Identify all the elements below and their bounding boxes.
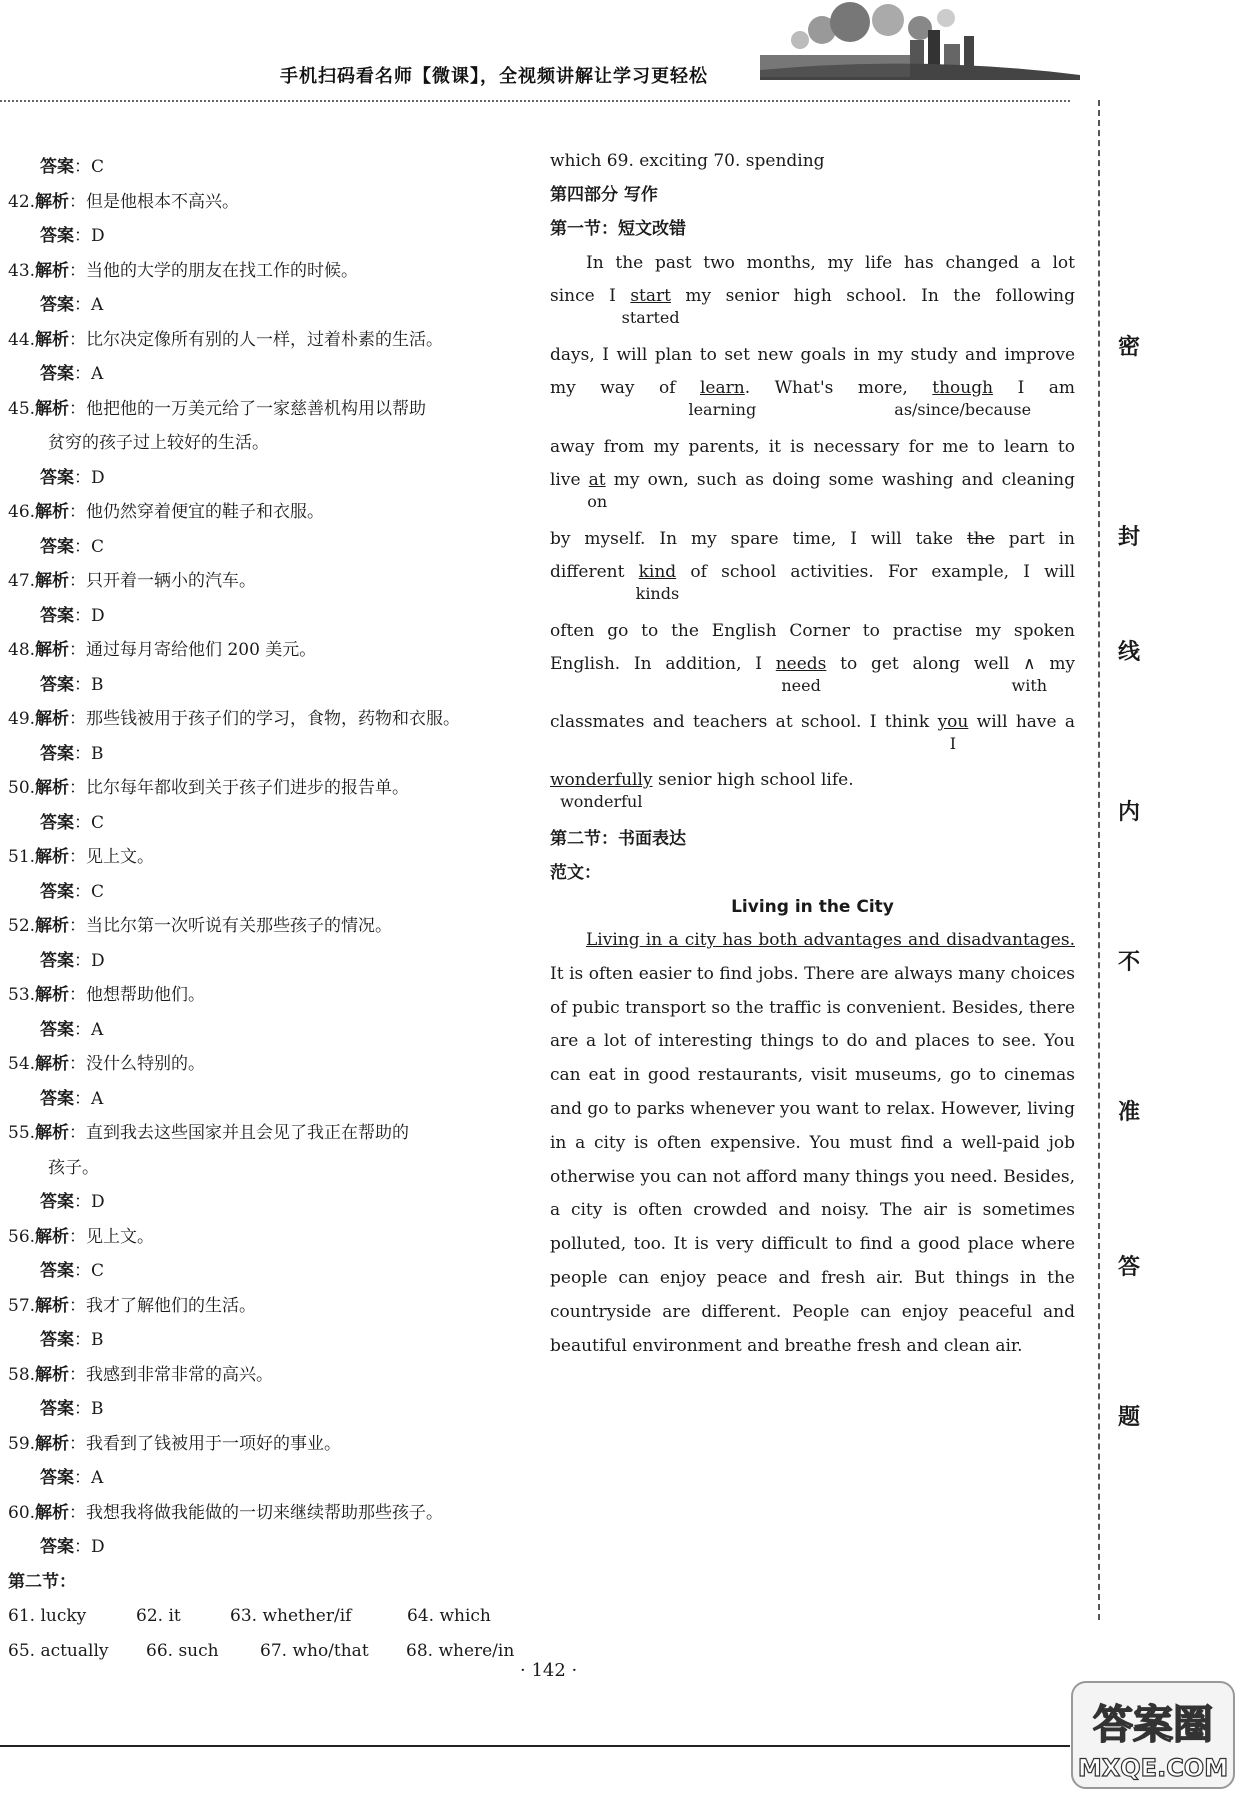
explanation-line: 59.解析：我看到了钱被用于一项好的事业。 [8,1433,342,1454]
correction-line-5: away from my parents, it is necessary for me to learn to [550,437,1075,457]
explanation-line: 56.解析：见上文。 [8,1226,155,1247]
answer-line: 答案：D [40,605,105,626]
answer-65: 65. actually [8,1640,109,1661]
part-4-title: 第四部分 写作 [550,185,658,205]
header-slogan: 手机扫码看名师【微课】，全视频讲解让学习更轻松 [280,66,708,87]
answers-69-70: which 69. exciting 70. spending [550,151,825,171]
seal-char: 不 [1118,950,1141,975]
essay-title: Living in the City [731,897,894,917]
correction-line-8: different kind kinds of school activities. For example, I will [550,562,1076,603]
answer-list [8,150,538,1565]
explanation-continuation: 贫穷的孩子过上较好的生活。 [48,433,269,453]
watermark-url: MXQE.COM [1077,1754,1229,1782]
correction-line-4: my way of learn learning . What's more, though as/since/because I am [550,378,1076,419]
answer-line: 答案：B [40,743,104,764]
section-2-writing-title: 第二节：书面表达 [550,829,686,849]
answer-61: 61. lucky [8,1606,87,1626]
answer-64: 64. which [407,1606,491,1626]
explanation-line: 42.解析：但是他根本不高兴。 [8,191,240,212]
answers-row-1 [8,1599,538,1634]
seal-char: 密 [1118,335,1141,360]
page-header [0,0,1245,112]
explanation-line: 60.解析：我想我将做我能做的一切来继续帮助那些孩子。 [8,1502,444,1523]
page-number: · 142 · [520,1660,578,1681]
explanation-line: 52.解析：当比尔第一次听说有关那些孩子的情况。 [8,916,393,936]
correction-line-1: In the past two months, my life has changed a lot [586,253,1075,273]
correction-kind: kind kinds [635,562,680,603]
explanation-line: 48.解析：通过每月寄给他们 200 美元。 [8,640,317,660]
correction-though: though as/since/because [894,378,1032,419]
answer-63: 63. whether/if [230,1606,352,1626]
correction-line-3: days, I will plan to set new goals in my study and improve [550,345,1075,365]
seal-char: 线 [1118,640,1141,665]
correction-line-12: wonderfully wonderful senior high school life. [550,770,854,811]
essay-topic-sentence: Living in a city has both advantages and disadvantages. [586,930,1075,950]
answer-line: 答案：A [40,1468,104,1488]
answer-line: 答案：A [40,364,104,384]
explanation-line: 44.解析：比尔决定像所有别的人一样，过着朴素的生活。 [8,329,444,350]
answer-line: 答案：A [40,1088,104,1109]
explanation-line: 54.解析：没什么特别的。 [8,1054,206,1074]
answer-line: 答案：C [40,157,105,177]
answer-line: 答案：B [40,674,104,695]
answer-62: 62. it [136,1606,181,1626]
watermark-logo [1068,1676,1238,1794]
seal-char: 准 [1118,1100,1141,1125]
seal-char: 封 [1118,525,1141,550]
explanation-line: 57.解析：我才了解他们的生活。 [8,1295,257,1316]
error-correction-passage [550,246,1075,822]
answer-68: 68. where/in [406,1640,515,1661]
correction-line-6: live $\frac{at}{on}$ my own, such as doing some washing and cleaning [550,470,1076,511]
answer-line: 答案：C [40,881,105,902]
explanation-line: 55.解析：直到我去这些国家并且会见了我正在帮助的 [8,1123,410,1143]
explanation-line: 47.解析：只开着一辆小的汽车。 [8,571,257,591]
explanation-line: 50.解析：比尔每年都收到关于孩子们进步的报告单。 [8,778,410,798]
seal-char: 答 [1118,1255,1141,1280]
correction-insert-with: ∧ with [1011,654,1048,695]
answer-line: 答案：C [40,1261,105,1281]
seal-line [1098,100,1140,1620]
answer-line: 答案：B [40,1399,104,1419]
correction-line-11: classmates and teachers at school. I think you I will have a [550,712,1076,753]
answer-line: 答案：A [40,1019,104,1040]
explanation-line: 51.解析：见上文。 [8,847,155,867]
answers-row-2 [8,1634,538,1669]
seal-char: 内 [1118,800,1141,825]
section-1-title: 第一节：短文改错 [550,219,686,239]
correction-line-10: English. In addition, I needs need to get along well ∧ with my [550,654,1076,695]
explanation-continuation: 孩子。 [48,1157,99,1178]
explanation-line: 53.解析：他想帮助他们。 [8,985,206,1005]
answer-line: 答案：D [40,226,105,246]
correction-learn: learn learning [688,378,757,419]
explanation-line: 46.解析：他仍然穿着便宜的鞋子和衣服。 [8,502,325,522]
model-essay-label: 范文： [550,863,601,883]
correction-delete-the: the [966,529,995,549]
answer-66: 66. such [146,1640,219,1661]
correction-line-2: since I start started my senior high school. In the following [550,286,1076,327]
answer-line: 答案：C [40,536,105,557]
correction-needs: needs need [775,654,827,695]
footer-divider [0,1745,1070,1747]
answer-line: 答案：D [40,1192,105,1212]
correction-wonderfully: wonderfully wonderful [550,770,653,811]
correction-line-9: often go to the English Corner to practise my spoken [550,621,1075,641]
correction-at: $\frac{at}{on}$ [587,470,608,511]
left-column [8,150,538,1668]
correction-start: start started [621,286,680,327]
right-column [550,144,1075,1363]
answer-line: 答案：B [40,1330,104,1350]
correction-you: you I [937,712,969,753]
answer-line: 答案：D [40,1537,105,1557]
answer-line: 答案：D [40,467,105,488]
section-2-title: 第二节： [8,1571,76,1592]
seal-char: 题 [1118,1405,1141,1430]
header-divider [0,100,1070,102]
model-essay [550,924,1075,1363]
answer-line: 答案：A [40,295,104,315]
answer-line: 答案：C [40,812,105,833]
explanation-line: 49.解析：那些钱被用于孩子们的学习，食物，药物和衣服。 [8,709,461,729]
correction-line-7: by myself. In my spare time, I will take the part in [550,529,1076,549]
header-decoration [760,0,1080,100]
explanation-line: 45.解析：他把他的一万美元给了一家慈善机构用以帮助 [8,398,427,419]
watermark-text: 答案圈 [1093,1702,1213,1748]
answer-67: 67. who/that [260,1640,369,1661]
essay-text: It is often easier to find jobs. There are always many choices of pubic transport so the traffic is convenient. Besides, there are a lot of interesting things to do and places to see. You can eat in good restaurants, visit museums, go to cinemas and go to parks whenever you want to relax. However, living in a city is often expensive. You must find a well-paid job otherwise you can not afford many things you need. Besides, a city is often crowded and noisy. The air is sometimes polluted, too. It is very difficult to find a good place where people can enjoy peace and fresh air. But things in the countryside are different. People can enjoy peaceful and beautiful environment and breathe fresh and clean air. [550,963,1075,1356]
essay-body [550,924,1075,1363]
explanation-line: 58.解析：我感到非常非常的高兴。 [8,1364,274,1385]
answer-line: 答案：D [40,950,105,971]
explanation-line: 43.解析：当他的大学的朋友在找工作的时候。 [8,260,359,281]
